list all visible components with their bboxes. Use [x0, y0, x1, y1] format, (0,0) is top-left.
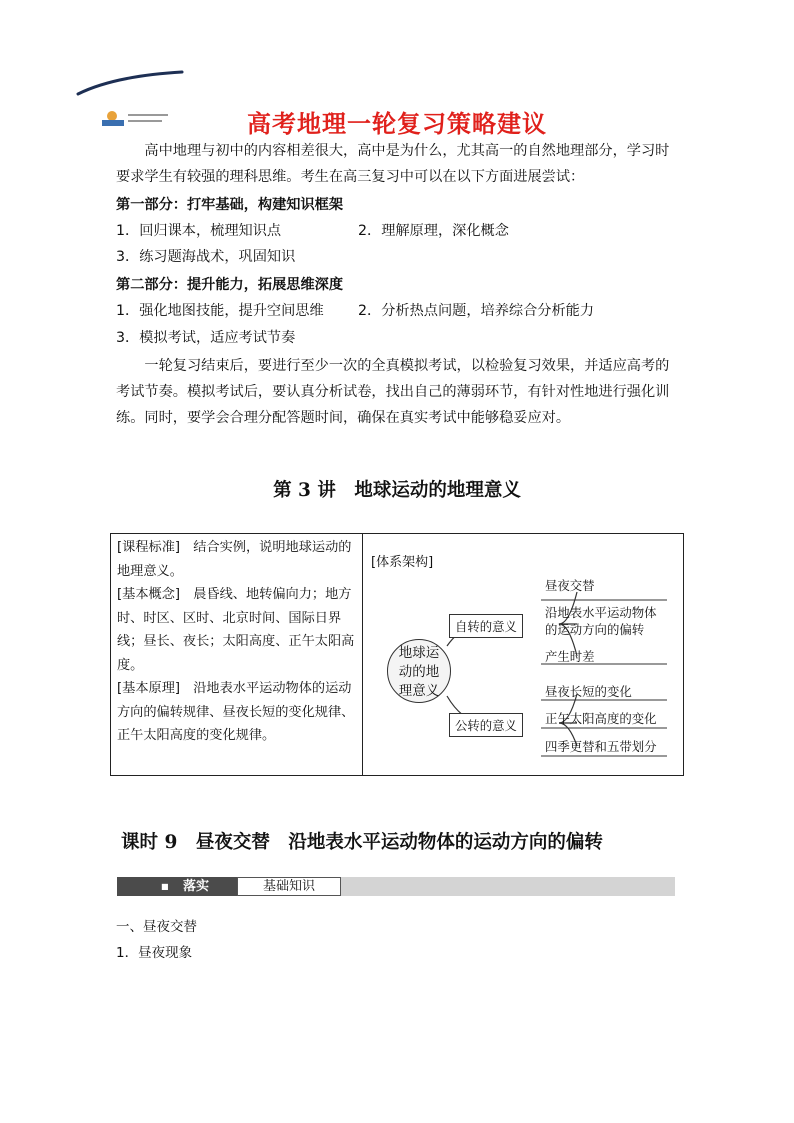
basic-principles	[117, 677, 359, 748]
part2-item: 3．模拟考试，适应考试节奏	[116, 330, 296, 346]
course-standards-cell	[117, 536, 359, 748]
revolution-leaf: 昼夜长短的变化	[545, 684, 632, 699]
rotation-leaf: 昼夜交替	[545, 578, 595, 593]
lecture-title: 第 3 讲 地球运动的地理意义	[273, 480, 521, 501]
rotation-leaf: 产生时差	[545, 649, 595, 664]
revolution-leaf: 正午太阳高度的变化	[545, 711, 657, 726]
standard-text: 结合实例，说明地球运动的地理意义。	[117, 540, 352, 579]
concepts-label: [基本概念]	[117, 587, 181, 602]
outline-heading: 一、昼夜交替	[116, 919, 197, 935]
framework-label: [体系架构]	[371, 555, 434, 570]
part1-heading: 第一部分：打牢基础，构建知识框架	[116, 197, 344, 213]
basic-concepts	[117, 583, 359, 677]
course-table	[110, 533, 684, 776]
section-bar	[117, 877, 675, 896]
course-standard	[117, 536, 359, 583]
part1-item: 2．理解原理，深化概念	[358, 223, 509, 239]
section-label-basic-knowledge: 基础知识	[237, 877, 341, 896]
rotation-leaf: 的运动方向的偏转	[545, 622, 645, 637]
rotation-leaf: 沿地表水平运动物体	[545, 605, 657, 620]
intro-paragraph: 高中地理与初中的内容相差很大，高中是为什么，尤其高一的自然地理部分，学习时要求学生有较强的理科思维。考生在高三复习中可以在以下方面进展尝试：	[116, 143, 670, 185]
part1-item: 1．回归课本，梳理知识点	[116, 223, 282, 239]
outline-subheading: 1．昼夜现象	[116, 945, 193, 961]
center-node-line: 动的地	[398, 664, 440, 680]
section-label-implement: 落实	[183, 879, 210, 894]
part2-item: 1．强化地图技能，提升空间思维	[116, 303, 324, 319]
concepts-text: 晨昏线、地转偏向力；地方时、时区、区时、北京时间、国际日界线；昼长、夜长；太阳高度、正午太阳高度。	[117, 587, 355, 673]
center-node-line: 地球运	[398, 645, 440, 661]
section-bar-dark	[117, 877, 237, 896]
rotation-node: 自转的意义	[449, 614, 523, 638]
page-title: 高考地理一轮复习策略建议	[247, 110, 547, 138]
closing-paragraph: 一轮复习结束后，要进行至少一次的全真模拟考试，以检验复习效果，并适应高考的考试节奏。模拟考试后，要认真分析试卷，找出自己的薄弱环节，有针对性地进行强化训练。同时，要学会合理分配答题时间，确保在真实考试中能够稳妥应对。	[116, 358, 670, 426]
principles-text: 沿地表水平运动物体的运动方向的偏转规律、昼夜长短的变化规律、正午太阳高度的变化规律。	[117, 681, 355, 743]
principles-label: [基本原理]	[117, 681, 181, 696]
session-title: 课时 9 昼夜交替 沿地表水平运动物体的运动方向的偏转	[121, 832, 603, 853]
revolution-node: 公转的意义	[449, 713, 523, 737]
revolution-leaf: 四季更替和五带划分	[545, 739, 657, 754]
standard-label: [课程标准]	[117, 540, 181, 555]
square-bullet-icon: ■	[161, 882, 169, 891]
part2-heading: 第二部分：提升能力，拓展思维深度	[116, 277, 344, 293]
center-node-line: 理意义	[398, 683, 440, 699]
part1-item: 3．练习题海战术，巩固知识	[116, 249, 296, 265]
part2-item: 2．分析热点问题，培养综合分析能力	[358, 303, 595, 319]
mindmap-center-node	[387, 639, 451, 703]
